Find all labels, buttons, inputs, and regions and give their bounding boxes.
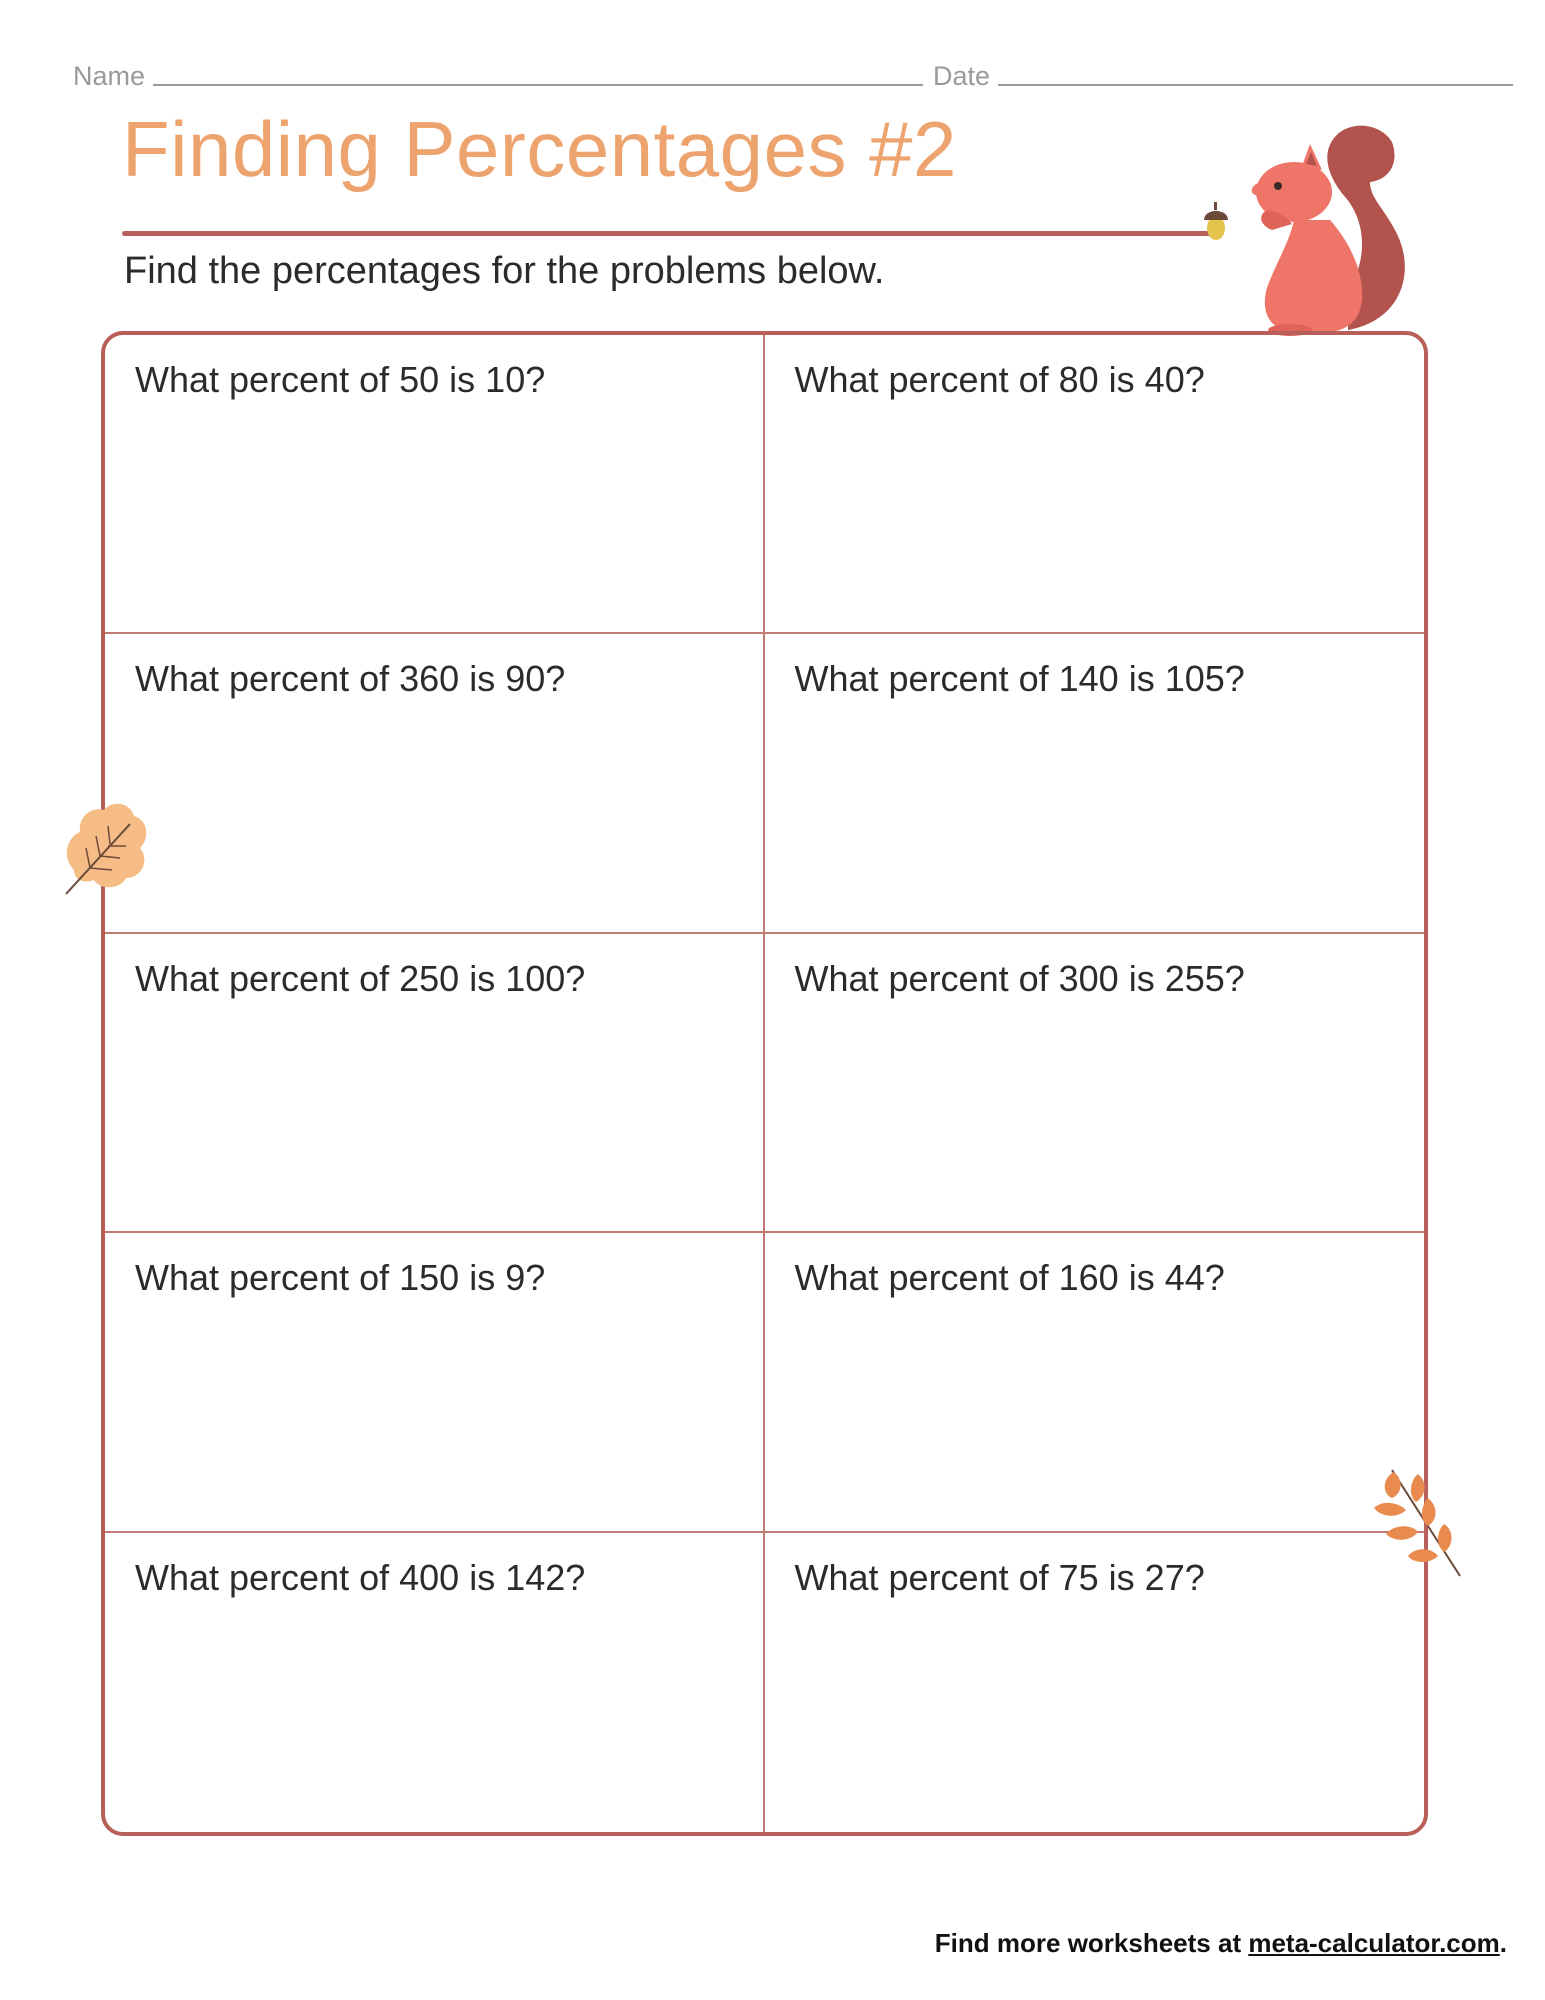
problem-text: What percent of 160 is 44? <box>794 1257 1225 1299</box>
title-divider <box>122 231 1222 236</box>
footer-prefix: Find more worksheets at <box>934 1928 1249 1958</box>
problem-text: What percent of 300 is 255? <box>794 957 1245 999</box>
problem-cell[interactable] <box>105 1233 765 1532</box>
problem-cell[interactable] <box>765 1233 1425 1532</box>
date-field[interactable] <box>998 84 1513 86</box>
problem-text: What percent of 50 is 10? <box>135 359 546 400</box>
problem-text: What percent of 80 is 40? <box>794 359 1205 400</box>
problem-cell[interactable] <box>765 1533 1425 1832</box>
problem-cell[interactable] <box>105 335 765 634</box>
problem-cell[interactable] <box>765 934 1425 1233</box>
footer-link[interactable]: meta-calculator.com <box>1248 1928 1500 1958</box>
leaf-branch-icon <box>1372 1464 1468 1582</box>
name-date-row <box>73 52 1513 92</box>
date-label: Date <box>933 61 991 91</box>
footer-suffix: . <box>1499 1928 1507 1958</box>
problem-text: What percent of 400 is 142? <box>135 1556 586 1598</box>
problem-cell[interactable] <box>765 335 1425 634</box>
worksheet-title: Finding Percentages #2 <box>122 105 957 193</box>
problem-text: What percent of 250 is 100? <box>135 957 586 999</box>
instructions-text: Find the percentages for the problems below. <box>124 250 885 292</box>
problem-text: What percent of 360 is 90? <box>135 658 566 700</box>
problem-cell[interactable] <box>105 934 765 1233</box>
leaf-icon <box>60 798 150 898</box>
problem-cell[interactable] <box>105 634 765 933</box>
acorn-icon <box>1204 202 1228 240</box>
problem-text: What percent of 140 is 105? <box>794 658 1245 700</box>
problem-text: What percent of 150 is 9? <box>135 1257 546 1299</box>
name-label: Name <box>73 61 146 91</box>
squirrel-icon <box>1198 120 1418 336</box>
problems-grid <box>101 331 1428 1836</box>
name-field[interactable] <box>153 84 923 86</box>
problem-cell[interactable] <box>105 1533 765 1832</box>
problem-text: What percent of 75 is 27? <box>794 1556 1205 1598</box>
problem-cell[interactable] <box>765 634 1425 933</box>
footer-text <box>935 1928 1507 1959</box>
